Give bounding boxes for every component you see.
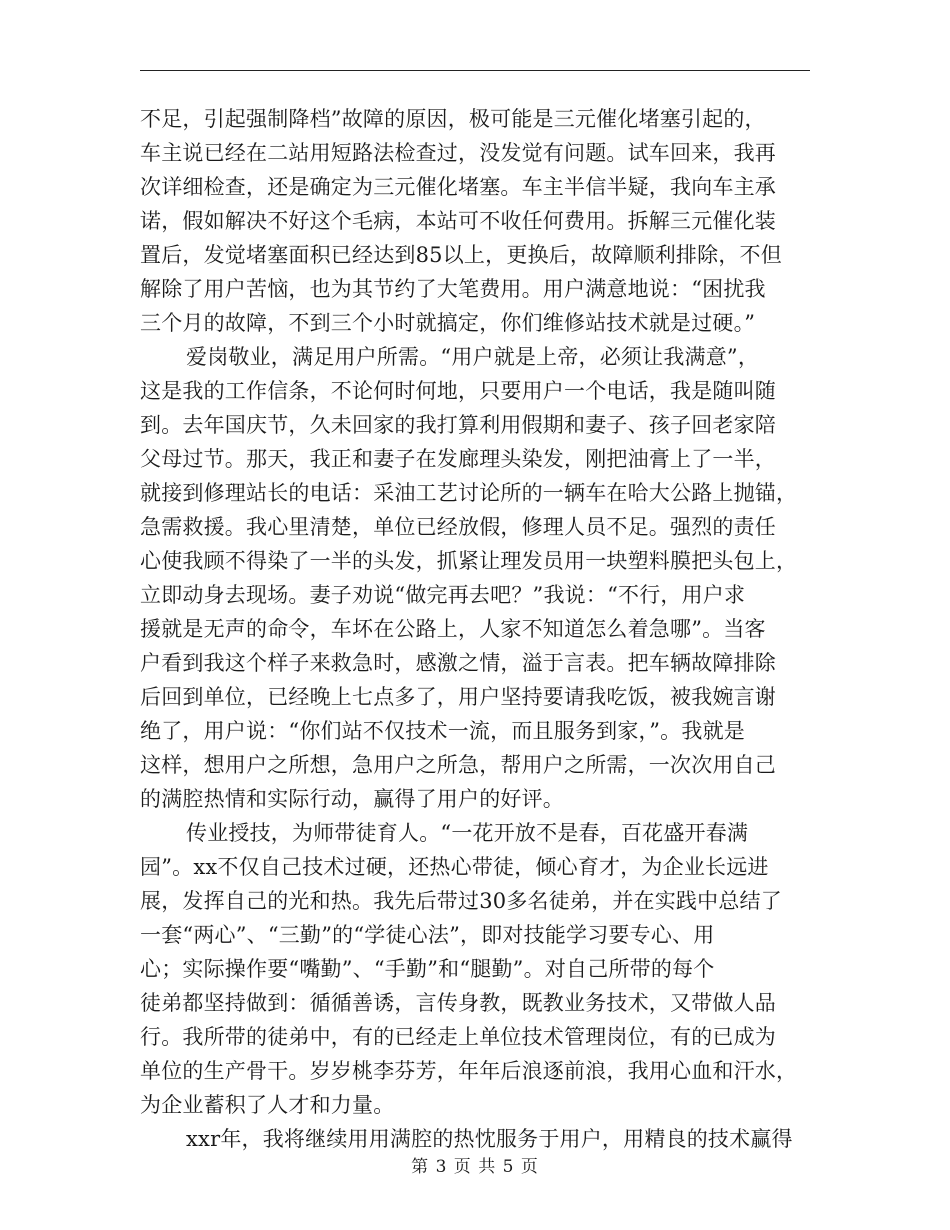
document-body [140,102,810,1156]
text-line: 园”。xx不仅自己技术过硬，还热心带徒，倾心育才，为企业长远进 [140,855,769,879]
text-line: 诺，假如解决不好这个毛病，本站可不收任何费用。拆解三元催化装 [140,209,776,233]
text-line: 户看到我这个样子来救急时，感激之情，溢于言表。把车辆故障排除 [140,651,776,675]
page-footer: 第 3 页 共 5 页 [411,1157,539,1177]
text-line: 为企业蓄积了人才和力量。 [140,1093,395,1117]
text-line: 后回到单位，已经晚上七点多了，用户坚持要请我吃饭，被我婉言谢 [140,685,776,709]
text-line: 到。去年国庆节，久未回家的我打算利用假期和妻子、孩子回老家陪 [140,413,776,437]
text-line: 次详细检查，还是确定为三元催化堵塞。车主半信半疑，我向车主承 [140,175,776,199]
text-line: 这样，想用户之所想，急用户之所急，帮用户之所需，一次次用自己 [140,753,776,777]
text-line: 不足，引起强制降档”故障的原因，极可能是三元催化堵塞引起的， [140,107,766,131]
text-line: 心使我顾不得染了一半的头发，抓紧让理发员用一块塑料膜把头包上， [140,549,798,573]
text-line: 援就是无声的命令，车坏在公路上，人家不知道怎么着急哪”。当客 [140,617,766,641]
text-line: 置后，发觉堵塞面积已经达到85以上，更换后，故障顺利排除，不但 [140,243,782,267]
text-line: 传业授技，为师带徒育人。“一花开放不是春，百花盛开春满 [186,821,749,845]
text-line: xxr年，我将继续用用满腔的热忱服务于用户，用精良的技术赢得 [186,1127,793,1151]
text-line: 父母过节。那天，我正和妻子在发廊理头染发，刚把油膏上了一半， [140,447,776,471]
text-line: 爱岗敬业，满足用户所需。“用户就是上帝，必须让我满意”， [186,345,760,369]
text-line: 解除了用户苦恼，也为其节约了大笔费用。用户满意地说：“困扰我 [140,277,766,301]
text-line: 绝了，用户说：“你们站不仅技术一流，而且服务到家，”。我就是 [140,719,745,743]
text-line: 行。我所带的徒弟中，有的已经走上单位技术管理岗位，有的已成为 [140,1025,776,1049]
text-line: 这是我的工作信条，不论何时何地，只要用户一个电话，我是随叫随 [140,379,776,403]
text-line: 心；实际操作要“嘴勤”、“手勤”和“腿勤”。对自己所带的每个 [140,957,715,981]
text-line: 单位的生产骨干。岁岁桃李芬芳，年年后浪逐前浪，我用心血和汗水， [140,1059,798,1083]
text-line: 展，发挥自己的光和热。我先后带过30多名徒弟，并在实践中总结了 [140,889,782,913]
text-line: 车主说已经在二站用短路法检查过，没发觉有问题。试车回来，我再 [140,141,776,165]
text-line: 的满腔热情和实际行动，赢得了用户的好评。 [140,787,564,811]
text-line: 就接到修理站长的电话：采油工艺讨论所的一辆车在哈大公路上抛锚， [140,481,798,505]
text-line: 立即动身去现场。妻子劝说“做完再去吧？”我说：“不行，用户求 [140,583,746,607]
text-line: 徒弟都坚持做到：循循善诱，言传身教，既教业务技术，又带做人品 [140,991,776,1015]
text-line: 三个月的故障，不到三个小时就搞定，你们维修站技术就是过硬。” [140,311,756,335]
header-rule [140,70,810,71]
text-line: 急需救援。我心里清楚，单位已经放假，修理人员不足。强烈的责任 [140,515,776,539]
text-line: 一套“两心”、“三勤”的“学徒心法”，即对技能学习要专心、用 [140,923,715,947]
